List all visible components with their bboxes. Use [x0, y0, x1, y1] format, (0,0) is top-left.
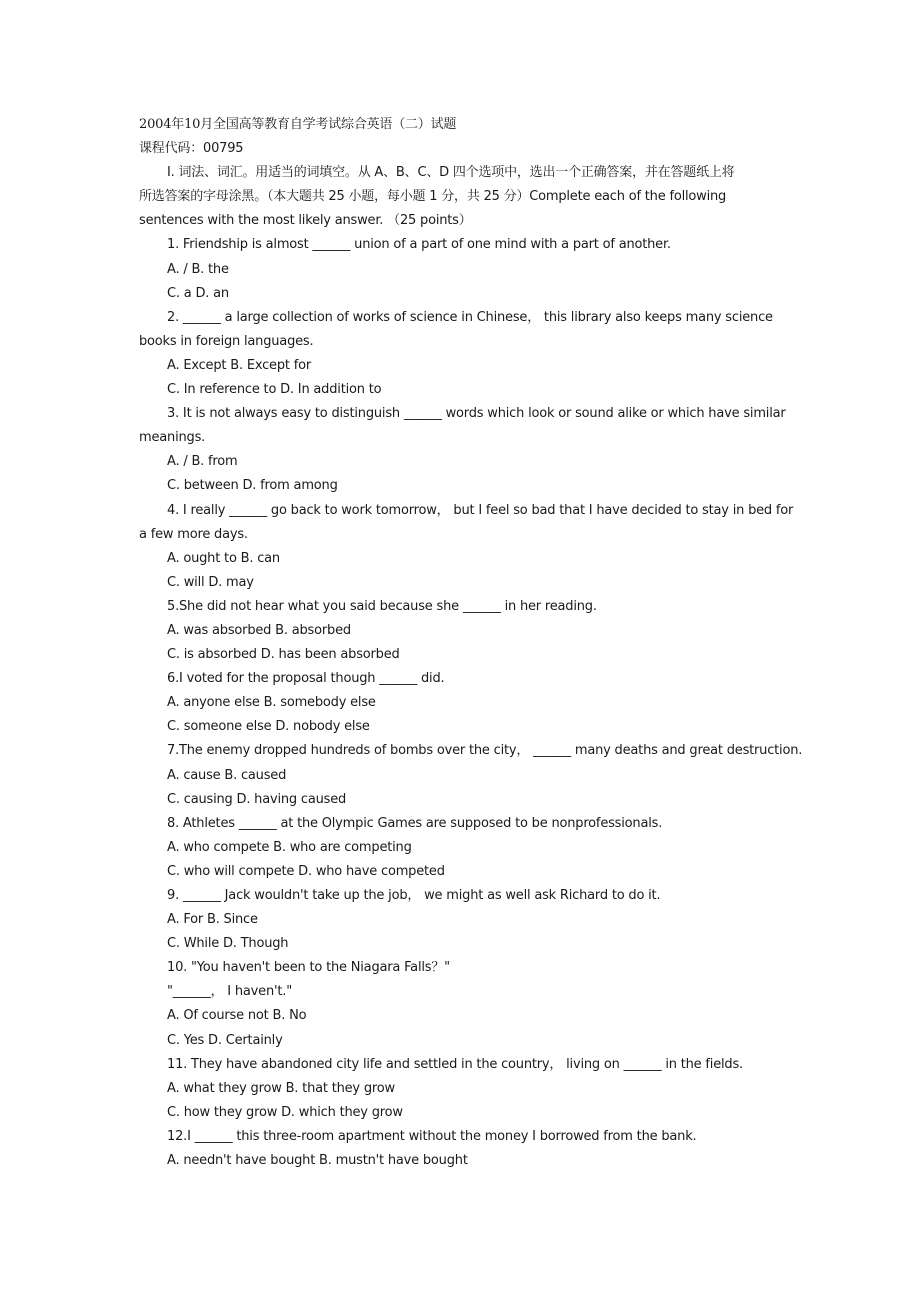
text-line: 4. I really ______ go back to work tomorrow， but I feel so bad that I have decided to stay in bed for — [167, 502, 794, 518]
text-line: C. a D. an — [167, 285, 229, 301]
text-line: A. ought to B. can — [167, 550, 280, 566]
text-line: 11. They have abandoned city life and settled in the country， living on ______ in the fields. — [167, 1056, 743, 1072]
text-line: 1. Friendship is almost ______ union of a part of one mind with a part of another. — [167, 237, 671, 253]
course-code: 课程代码：00795 — [139, 141, 244, 157]
text-line: A. who compete B. who are competing — [167, 839, 412, 855]
text-line: A. needn't have bought B. mustn't have bought — [167, 1153, 468, 1169]
text-line: A. what they grow B. that they grow — [167, 1080, 395, 1096]
text-line: sentences with the most likely answer. （25 points） — [139, 213, 472, 229]
text-line: C. is absorbed D. has been absorbed — [167, 647, 400, 663]
text-line: C. causing D. having caused — [167, 791, 347, 807]
text-line: "______， I haven't." — [167, 984, 292, 1000]
text-line: 3. It is not always easy to distinguish ______ words which look or sound alike or which have similar — [167, 406, 786, 422]
text-line: A. Except B. Except for — [167, 357, 311, 373]
text-line: 7.The enemy dropped hundreds of bombs over the city， ______ many deaths and great destruction. — [167, 743, 803, 759]
text-line: 8. Athletes ______ at the Olympic Games are supposed to be nonprofessionals. — [167, 815, 663, 831]
text-line: 所选答案的字母涂黑。（本大题共 25 小题，每小题 1 分，共 25 分）Complete each of the following — [139, 189, 727, 205]
text-line: A. / B. the — [167, 261, 229, 277]
text-line: 12.I ______ this three-room apartment without the money I borrowed from the bank. — [167, 1128, 697, 1144]
text-line: C. between D. from among — [167, 478, 338, 494]
text-line: C. how they grow D. which they grow — [167, 1104, 403, 1120]
text-line: A. was absorbed B. absorbed — [167, 622, 351, 638]
text-line: A. Of course not B. No — [167, 1008, 307, 1024]
text-line: books in foreign languages. — [139, 333, 314, 349]
text-line: 5.She did not hear what you said because she ______ in her reading. — [167, 598, 597, 614]
document-body — [139, 161, 801, 1173]
text-line: 9. ______ Jack wouldn't take up the job， we might as well ask Richard to do it. — [167, 888, 661, 903]
text-line: a few more days. — [139, 526, 248, 542]
text-line: C. will D. may — [167, 574, 254, 590]
document-title: 2004年10月全国高等教育自学考试综合英语（二）试题 — [139, 117, 457, 132]
text-line: C. someone else D. nobody else — [167, 719, 370, 735]
text-line: 6.I voted for the proposal though ______ did. — [167, 671, 445, 687]
text-line: C. While D. Though — [167, 936, 289, 952]
text-line: 10. "You haven't been to the Niagara Falls？" — [167, 960, 450, 976]
text-line: C. In reference to D. In addition to — [167, 382, 382, 398]
text-line: 2. ______ a large collection of works of science in Chinese， this library also keeps many science — [167, 309, 773, 325]
text-line: I. 词法、词汇。用适当的词填空。从 A、B、C、D 四个选项中，选出一个正确答案，并在答题纸上将 — [167, 165, 735, 181]
text-line: C. Yes D. Certainly — [167, 1032, 283, 1048]
document-page — [139, 113, 801, 1173]
text-line: A. / B. from — [167, 454, 238, 470]
text-line: A. anyone else B. somebody else — [167, 695, 376, 711]
text-line: meanings. — [139, 430, 206, 446]
text-line: A. For B. Since — [167, 912, 258, 928]
text-line: A. cause B. caused — [167, 767, 287, 783]
text-line: C. who will compete D. who have competed — [167, 863, 445, 879]
